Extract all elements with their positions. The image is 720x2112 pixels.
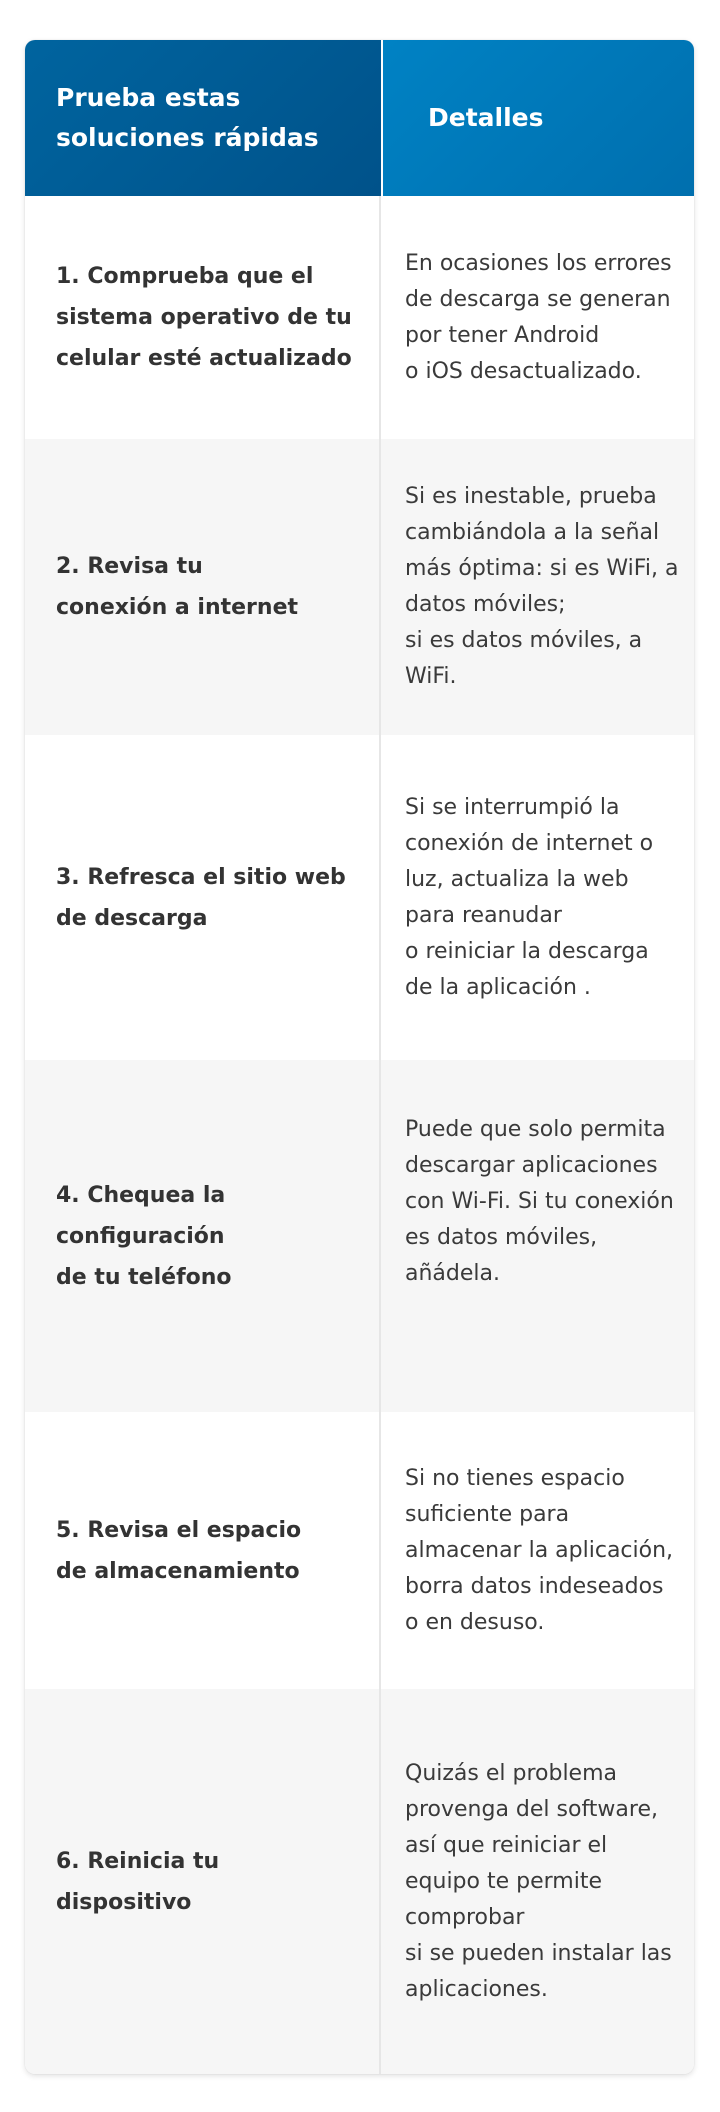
header-solutions: Prueba estas soluciones rápidas xyxy=(25,40,381,196)
solution-cell: 2. Revisa tu conexión a internet xyxy=(25,439,381,735)
details-cell: Si no tienes espacio suficiente para almacenar la aplicación, borra datos indeseados o en desuso. xyxy=(405,1465,674,1635)
details-cell: Puede que solo permita descargar aplicaciones con Wi-Fi. Si tu conexión es datos móviles, añádela. xyxy=(405,1117,674,1286)
details-cell: Quizás el problema provenga del software, así que reiniciar el equipo te permite comprobar si se pueden instalar las aplicaciones. xyxy=(405,1760,672,2002)
table-row xyxy=(25,1060,694,1412)
solutions-table xyxy=(25,40,694,2074)
solution-cell: 3. Refresca el sitio web de descarga xyxy=(25,735,381,1060)
solution-cell: 4. Chequea la configuración de tu teléfono xyxy=(25,1060,381,1412)
details-cell: Si se interrumpió la conexión de internet o luz, actualiza la web para reanudar o reiniciar la descarga de la aplicación . xyxy=(405,794,654,1000)
header-details: Detalles xyxy=(381,40,694,196)
table-header-row xyxy=(25,40,694,196)
solution-cell: 5. Revisa el espacio de almacenamiento xyxy=(25,1412,381,1689)
details-cell: En ocasiones los errores de descarga se generan por tener Android o iOS desactualizado. xyxy=(405,250,672,384)
table-row xyxy=(25,735,694,1060)
solution-cell: 6. Reinicia tu dispositivo xyxy=(25,1689,381,2074)
table-row xyxy=(25,1412,694,1689)
details-cell: Si es inestable, prueba cambiándola a la señal más óptima: si es WiFi, a datos móviles; si es datos móviles, a WiFi. xyxy=(405,484,679,689)
table-row xyxy=(25,1689,694,2074)
table-row xyxy=(25,196,694,439)
solution-cell: 1. Comprueba que el sistema operativo de tu celular esté actualizado xyxy=(25,196,381,439)
table-row xyxy=(25,439,694,735)
